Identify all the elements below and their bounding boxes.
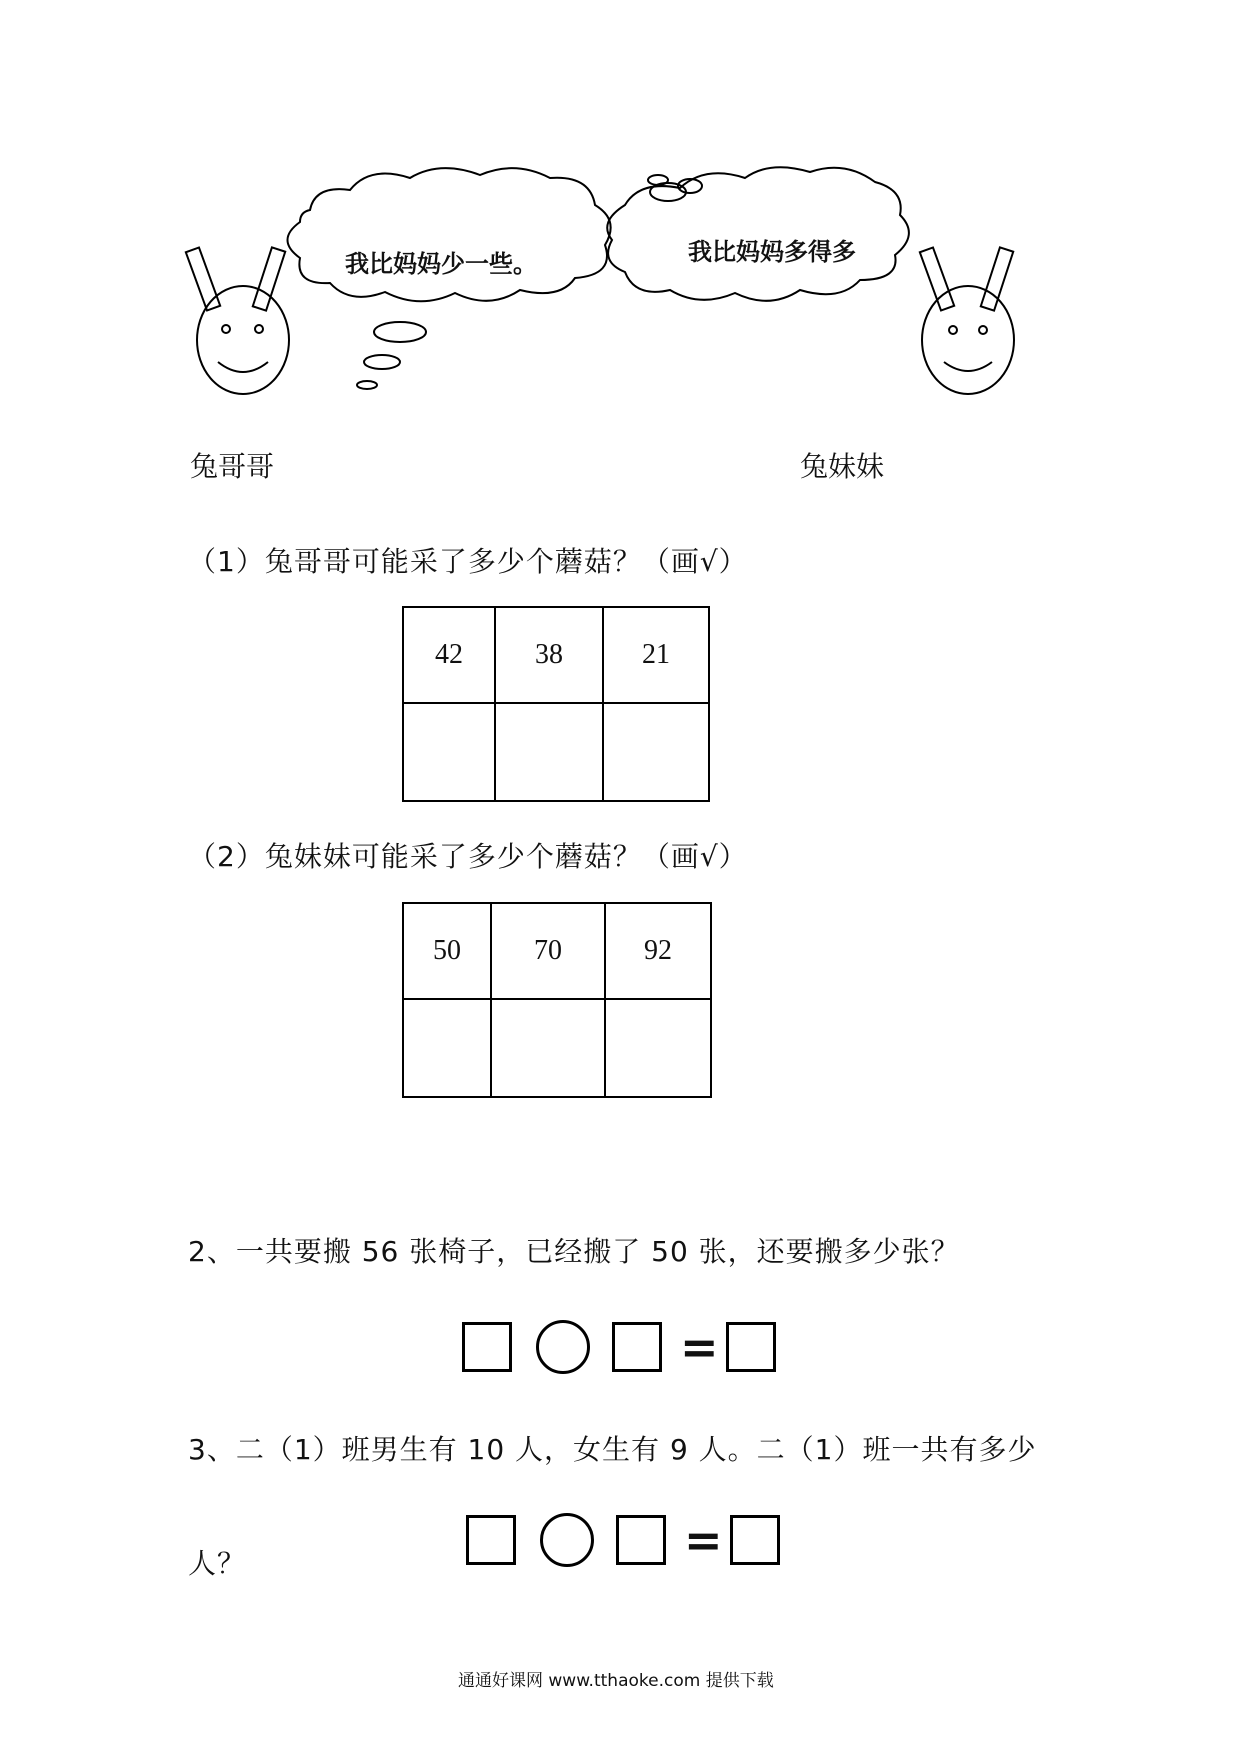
q1-sub2-text: （2）兔妹妹可能采了多少个蘑菇？（画√） <box>188 840 748 873</box>
answer-cell[interactable] <box>491 999 605 1097</box>
answer-cell[interactable] <box>403 999 491 1097</box>
answer-cell[interactable] <box>603 703 709 801</box>
option-cell: 50 <box>403 903 491 999</box>
q2-box-result[interactable] <box>726 1322 776 1372</box>
right-bubble-text: 我比妈妈多得多 <box>688 238 856 266</box>
q2-box-2[interactable] <box>612 1322 662 1372</box>
left-rabbit-name: 兔哥哥 <box>190 450 275 483</box>
q3-text-line2: 人？ <box>188 1547 247 1580</box>
q2-box-1[interactable] <box>462 1322 512 1372</box>
footer-text: 通通好课网 www.tthaoke.com 提供下载 <box>458 1671 774 1691</box>
q3-box-result[interactable] <box>730 1515 780 1565</box>
q3-box-2[interactable] <box>616 1515 666 1565</box>
option-cell: 42 <box>403 607 495 703</box>
q1-sub1-text: （1）兔哥哥可能采了多少个蘑菇？（画√） <box>188 545 748 578</box>
q1-sub1-table <box>402 606 710 802</box>
q3-equals-sign: = <box>684 1513 723 1567</box>
q3-box-1[interactable] <box>466 1515 516 1565</box>
q2-text: 2、一共要搬 56 张椅子，已经搬了 50 张，还要搬多少张？ <box>188 1235 960 1268</box>
q3-operator-circle[interactable] <box>540 1513 594 1567</box>
right-rabbit-name: 兔妹妹 <box>800 450 885 483</box>
left-bubble-text: 我比妈妈少一些。 <box>345 250 537 278</box>
rabbits-illustration <box>0 0 1240 420</box>
option-cell: 70 <box>491 903 605 999</box>
option-cell: 92 <box>605 903 711 999</box>
option-cell: 21 <box>603 607 709 703</box>
option-cell: 38 <box>495 607 603 703</box>
answer-cell[interactable] <box>495 703 603 801</box>
answer-cell[interactable] <box>403 703 495 801</box>
answer-cell[interactable] <box>605 999 711 1097</box>
left-rabbit-drawing <box>186 247 289 394</box>
right-rabbit-drawing <box>920 247 1014 394</box>
q2-operator-circle[interactable] <box>536 1320 590 1374</box>
q3-text-line1: 3、二（1）班男生有 10 人，女生有 9 人。二（1）班一共有多少 <box>188 1433 1037 1466</box>
q2-equals-sign: = <box>680 1320 719 1374</box>
q1-sub2-table <box>402 902 712 1098</box>
